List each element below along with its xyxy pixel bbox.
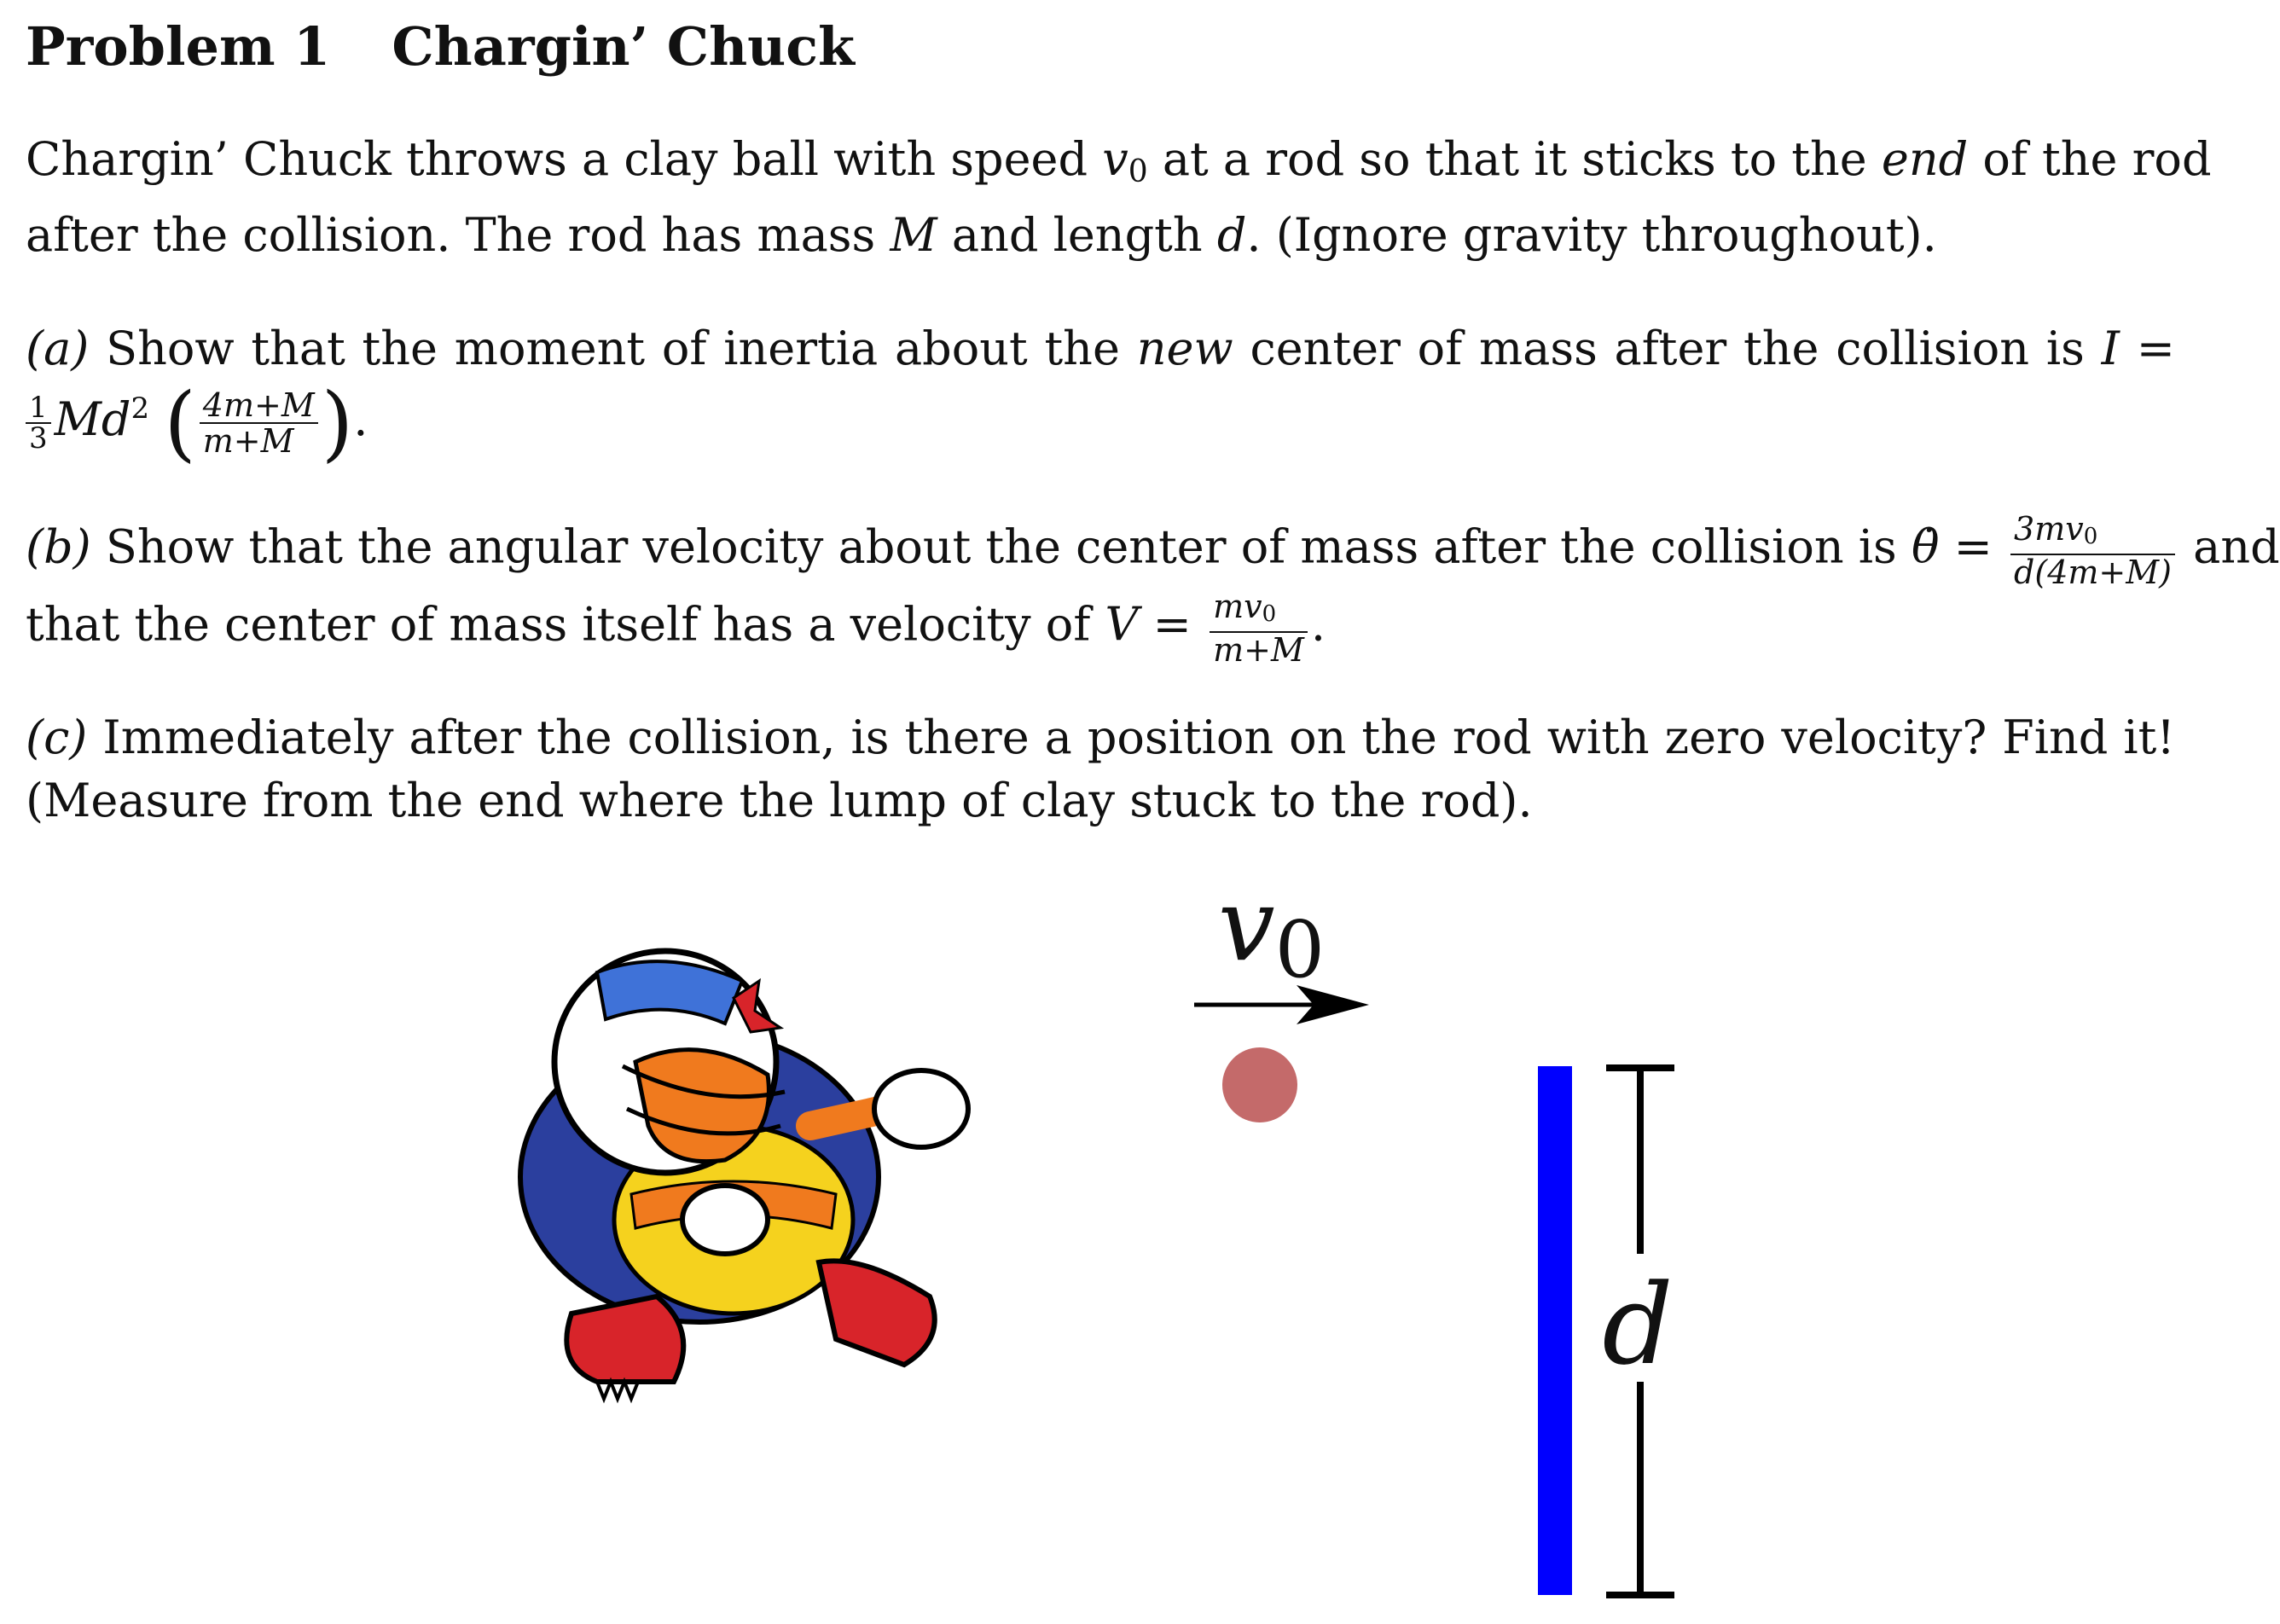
fraction-angular-velocity: $\frac{3mv_0}{d(4m+M)}$ bbox=[2010, 512, 2175, 589]
part-c-label: (c) bbox=[26, 710, 88, 764]
part-c-line-2: (Measure from the end where the lump of clay stuck to the rod). bbox=[26, 774, 1533, 827]
chuck-right-glove bbox=[874, 1070, 968, 1147]
velocity-label: v0 bbox=[1218, 866, 1326, 995]
intro-line-1: Chargin’ Chuck throws a clay ball with speed $v_0$ at a rod so that it sticks to the end of the rod bbox=[26, 132, 2212, 189]
part-c-line-1: (c) Immediately after the collision, is there a position on the rod with zero velocity? Find it! bbox=[26, 710, 2175, 764]
intro-line-2: after the collision. The rod has mass M and length d. (Ignore gravity throughout). bbox=[26, 208, 1937, 262]
chuck-left-glove bbox=[682, 1186, 768, 1254]
part-a-label: (a) bbox=[26, 322, 90, 375]
chuck-right-boot bbox=[819, 1261, 935, 1365]
part-b-line-1: (b) Show that the angular velocity about the center of mass after the collision is θ̇ = $\frac{3mv_0}{d(4m+M)}$ and bbox=[26, 510, 2280, 591]
chargin-chuck-illustration bbox=[520, 951, 968, 1399]
part-a-line-1: (a) Show that the moment of inertia about the new center of mass after the collision is I = bbox=[26, 322, 2175, 375]
fraction-cm-velocity: $\frac{mv_0}{m+M}$ bbox=[1210, 589, 1308, 667]
length-label: d bbox=[1602, 1260, 1674, 1389]
chuck-left-boot bbox=[566, 1296, 683, 1382]
problem-title: Chargin’ Chuck bbox=[392, 15, 855, 78]
problem-number: Problem 1 bbox=[26, 15, 331, 78]
clay-ball bbox=[1222, 1047, 1297, 1122]
fraction-one-third: $\frac{1}{3}$ bbox=[26, 393, 51, 453]
rod bbox=[1538, 1066, 1572, 1595]
part-b-label: (b) bbox=[26, 519, 91, 574]
velocity-label-subscript: 0 bbox=[1274, 904, 1326, 995]
fraction-inertia-ratio: $\frac{4m+M}{m+M}$ bbox=[200, 388, 318, 458]
part-b-line-2: that the center of mass itself has a velocity of V = $\frac{mv_0}{m+M}$ . bbox=[26, 588, 1326, 669]
part-a-line-2: $\frac{1}{3}$ Md$^2$ ( $\frac{4m+M}{m+M}$ ). bbox=[26, 377, 2175, 461]
